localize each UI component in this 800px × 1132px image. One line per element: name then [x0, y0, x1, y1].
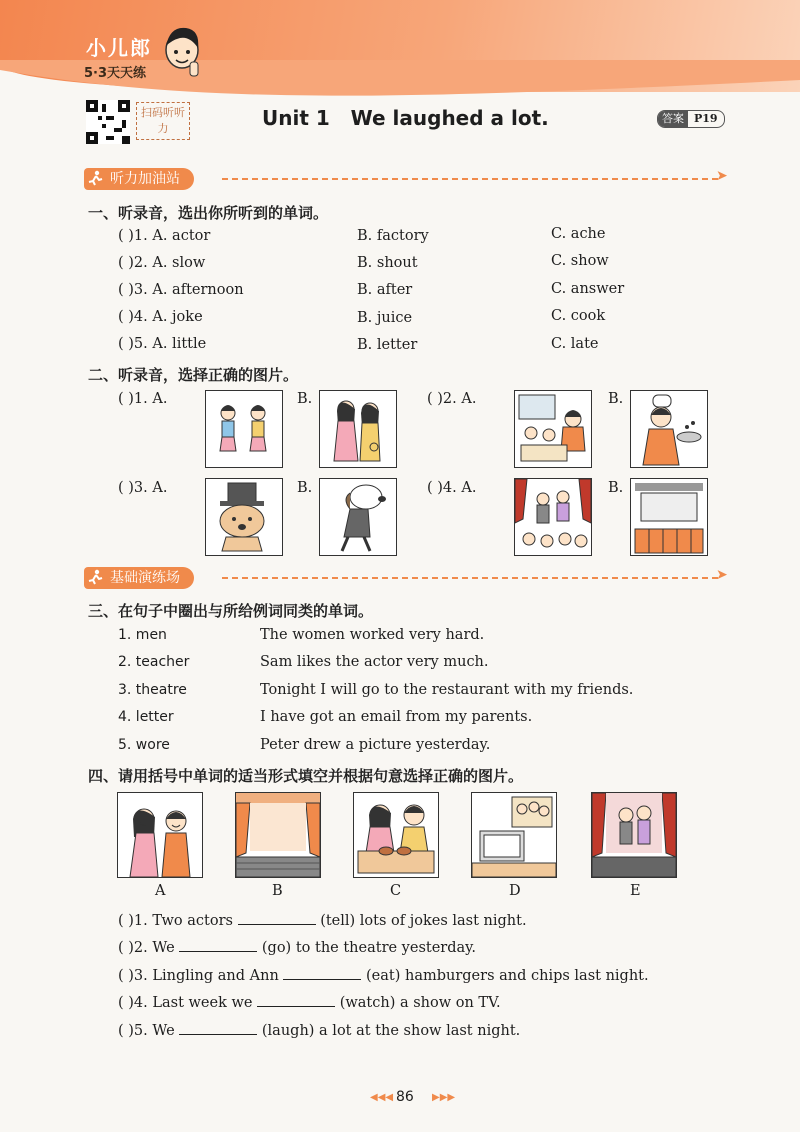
part4-item-5-pre: ( )5. We: [118, 1023, 175, 1039]
mascot-icon: [160, 22, 204, 82]
part1-item-4-b: B. juice: [357, 310, 413, 326]
part3-sentence-2: Sam likes the actor very much.: [260, 654, 489, 670]
part1-title: 一、听录音，选出你所听到的单词。: [88, 204, 329, 222]
part3-sentence-4: I have got an email from my parents.: [260, 709, 533, 725]
part1-item-3-a: ( )3. A. afternoon: [118, 282, 244, 298]
answer-label: 答案: [658, 111, 688, 127]
part3-sentence-3: Tonight I will go to the restaurant with my friends.: [260, 682, 634, 698]
part4-item-4-post: (watch) a show on TV.: [339, 995, 501, 1011]
part2-q3-b-label: B.: [297, 480, 313, 496]
part4-item-3-blank[interactable]: [283, 965, 361, 980]
brand-title: 小儿郎: [86, 36, 152, 60]
part4-picture-label-b: B: [272, 883, 283, 899]
part4-item-4-pre: ( )4. Last week we: [118, 995, 253, 1011]
arrow-right-icon: ➤: [716, 567, 728, 583]
part1-item-1-a: ( )1. A. actor: [118, 228, 211, 244]
part4-picture-label-e: E: [630, 883, 641, 899]
part1-item-5-b: B. letter: [357, 337, 418, 353]
part4-item-2: [118, 937, 476, 956]
part4-picture-e[interactable]: [591, 792, 677, 878]
part4-item-1-post: (tell) lots of jokes last night.: [320, 913, 527, 929]
part2-q4-picture-a[interactable]: [514, 478, 592, 556]
part1-item-4-a: ( )4. A. joke: [118, 309, 203, 325]
part2-q2-picture-b[interactable]: [630, 390, 708, 468]
part4-item-3-pre: ( )3. Lingling and Ann: [118, 968, 279, 984]
part4-item-2-blank[interactable]: [179, 937, 257, 952]
part4-picture-label-a: A: [155, 883, 166, 899]
section-listening-label: 听力加油站: [110, 171, 180, 187]
section-divider: [222, 178, 718, 180]
part1-item-5-c: C. late: [551, 336, 599, 352]
brand-subtitle: 5·3天天练: [84, 66, 147, 81]
part3-word-2: 2. teacher: [118, 654, 190, 670]
section-divider: [222, 577, 718, 579]
part2-q1: ( )1. A.: [118, 391, 168, 407]
part4-item-5-blank[interactable]: [179, 1020, 257, 1035]
part1-item-3-b: B. after: [357, 282, 413, 298]
part2-q2-picture-a[interactable]: [514, 390, 592, 468]
part3-word-1: 1. men: [118, 627, 167, 643]
part4-picture-a[interactable]: [117, 792, 203, 878]
part4-item-1: [118, 910, 527, 929]
part4-item-3-post: (eat) hamburgers and chips last night.: [366, 968, 649, 984]
part4-title: 四、请用括号中单词的适当形式填空并根据句意选择正确的图片。: [88, 767, 524, 785]
qr-label: 扫码听听力: [136, 102, 190, 140]
answer-page: P19: [694, 112, 718, 125]
answer-badge[interactable]: [657, 110, 725, 128]
part4-item-5-post: (laugh) a lot at the show last night.: [261, 1023, 521, 1039]
part4-item-4: [118, 992, 501, 1011]
part4-picture-d[interactable]: [471, 792, 557, 878]
part1-item-2-a: ( )2. A. slow: [118, 255, 206, 271]
part2-q4-picture-b[interactable]: [630, 478, 708, 556]
part1-item-1-c: C. ache: [551, 226, 606, 242]
part1-item-5-a: ( )5. A. little: [118, 336, 207, 352]
part3-sentence-5: Peter drew a picture yesterday.: [260, 737, 491, 753]
part1-item-3-c: C. answer: [551, 281, 625, 297]
part4-picture-c[interactable]: [353, 792, 439, 878]
part2-title: 二、听录音，选择正确的图片。: [88, 366, 299, 384]
unit-title: Unit 1 We laughed a lot.: [262, 106, 549, 130]
section-basics-label: 基础演练场: [110, 570, 180, 586]
part2-q2-b-label: B.: [608, 391, 624, 407]
part4-picture-label-d: D: [509, 883, 521, 899]
part3-title: 三、在句子中圈出与所给例词同类的单词。: [88, 602, 374, 620]
runner-icon: [86, 170, 104, 188]
part2-q3: ( )3. A.: [118, 480, 168, 496]
part2-q4: ( )4. A.: [427, 480, 477, 496]
runner-icon: [86, 569, 104, 587]
part4-picture-label-c: C: [390, 883, 402, 899]
part4-item-2-post: (go) to the theatre yesterday.: [261, 940, 477, 956]
footer-left-arrows: ◀◀◀: [370, 1092, 394, 1103]
part2-q1-picture-b[interactable]: [319, 390, 397, 468]
part2-q2: ( )2. A.: [427, 391, 477, 407]
part3-word-4: 4. letter: [118, 709, 174, 725]
part1-item-4-c: C. cook: [551, 308, 606, 324]
arrow-right-icon: ➤: [716, 168, 728, 184]
part2-q3-picture-b[interactable]: [319, 478, 397, 556]
part4-picture-b[interactable]: [235, 792, 321, 878]
part2-q1-b-label: B.: [297, 391, 313, 407]
part1-item-1-b: B. factory: [357, 228, 429, 244]
part4-item-3: [118, 965, 649, 984]
part4-item-1-pre: ( )1. Two actors: [118, 913, 233, 929]
part2-q4-b-label: B.: [608, 480, 624, 496]
part1-item-2-c: C. show: [551, 253, 609, 269]
part3-word-3: 3. theatre: [118, 682, 187, 698]
part3-sentence-1: The women worked very hard.: [260, 627, 485, 643]
part4-item-4-blank[interactable]: [257, 992, 335, 1007]
footer-right-arrows: ▶▶▶: [432, 1092, 456, 1103]
part4-item-5: [118, 1020, 520, 1039]
page-number: 86: [396, 1089, 414, 1105]
part1-item-2-b: B. shout: [357, 255, 418, 271]
qr-code-icon[interactable]: [86, 100, 130, 144]
part3-word-5: 5. wore: [118, 737, 170, 753]
part4-item-1-blank[interactable]: [238, 910, 316, 925]
part2-q3-picture-a[interactable]: [205, 478, 283, 556]
part2-q1-picture-a[interactable]: [205, 390, 283, 468]
part4-item-2-pre: ( )2. We: [118, 940, 175, 956]
